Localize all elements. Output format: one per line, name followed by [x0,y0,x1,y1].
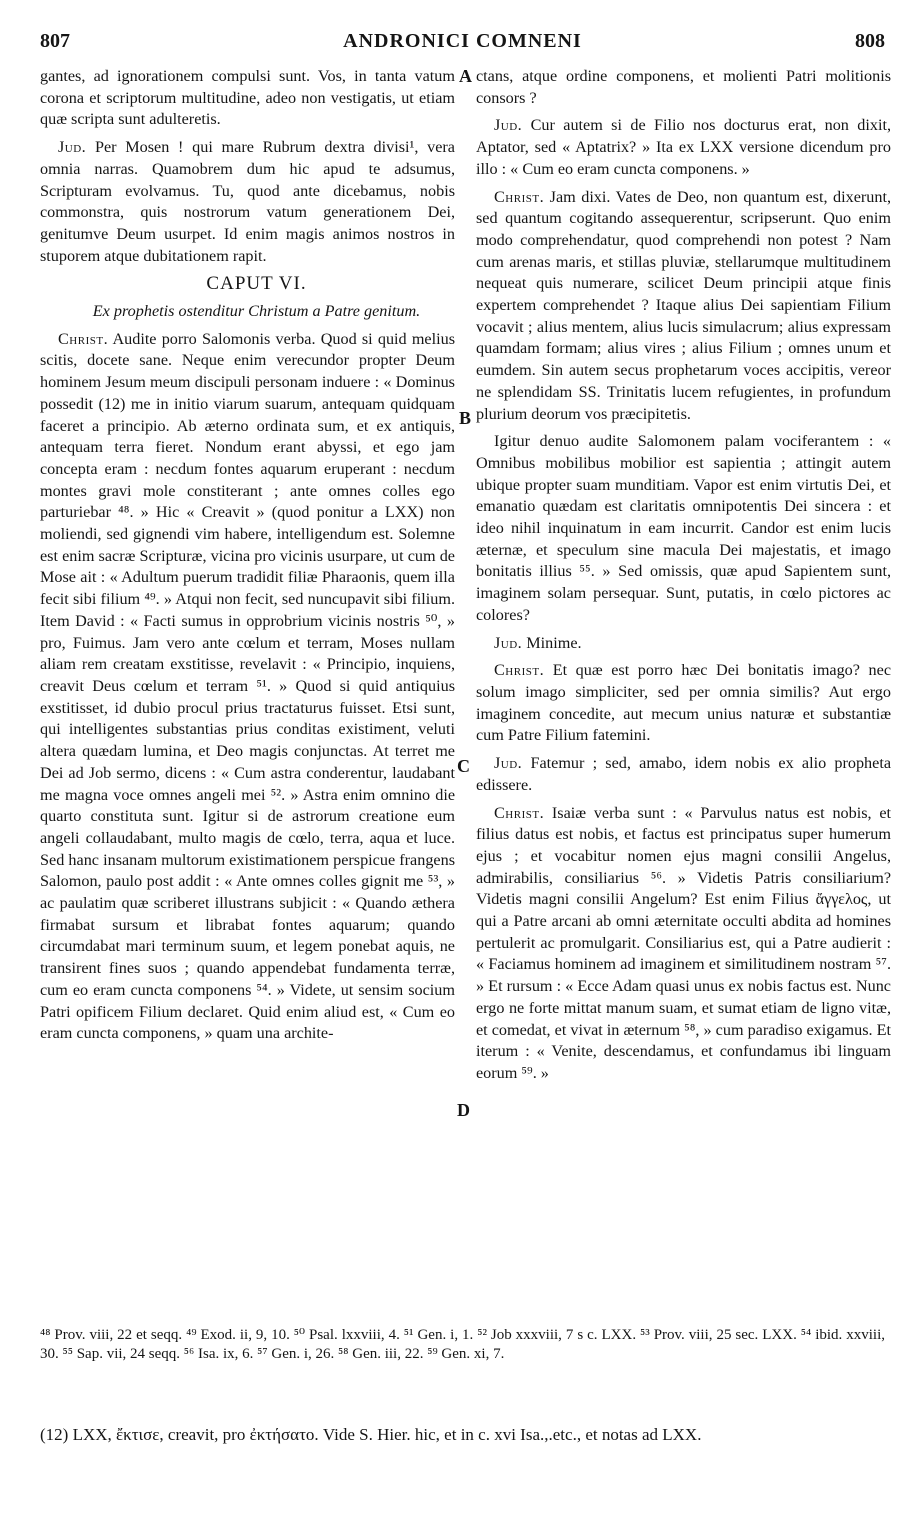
paragraph: Igitur denuo audite Salomonem palam vociferantem : « Omnibus mobilibus mobilior est sapientia ; attingit autem ubique propter suam munditiam. Vapor est enim virtutis Dei, et emanatio quædam est claritatis omnipotentis Dei sincera : et ideo nihil inquinatum in eam incurrit. Candor est enim lucis æternæ, et speculum sine macula Dei majestatis, et imago bonitatis illius ⁵⁵. » Sed omissis, quæ apud Sapientem sunt, imaginem solam persequar. Sunt, putatis, in cœlo pictores ac colores? [476,432,891,624]
footnotes: ⁴⁸ Prov. viii, 22 et seqq. ⁴⁹ Exod. ii, 9, 10. ⁵⁰ Psal. lxxviii, 4. ⁵¹ Gen. i, 1. ⁵² Job xxxviii, 7 s c. LXX. ⁵³ Prov. viii, 25 sec. LXX. ⁵⁴ ibid. xxviii, 30. ⁵⁵ Sap. vii, 24 seqq. ⁵⁶ Isa. ix, 6. ⁵⁷ Gen. i, 26. ⁵⁸ Gen. iii, 22. ⁵⁹ Gen. xi, 7. [40,1327,885,1362]
page-number-right: 808 [854,30,885,52]
paragraph-text: Fatemur ; sed, amabo, idem nobis ex alio propheta edissere. [476,754,891,794]
speaker-label: Jud. [494,633,523,652]
speaker-label: Jud. [494,754,523,773]
margin-marker-b: B [459,408,472,428]
paragraph-text: Isaiæ verba sunt : « Parvulus natus est nobis, et filius datus est nobis, et factus est principatus super humerum ejus ; et vocabitur nomen ejus magni consilii Angelus, admirabilis, consiliarius ⁵⁶. » Videtis Patris consiliarium? Videtis magni consilii Angelum? Est enim Filius ἄγγελος, ut qui a Patre arcani ab omni æternitate occulti abdita ad homines pertulerit ac promulgarit. Consiliarius est, qui a Patre audierit : « Faciamus hominem ad imaginem et similitudinem nostram ⁵⁷. » Et rursum : « Ecce Adam quasi unus ex nobis factus est. Nunc ergo ne forte mittat manum suam, et sumat etiam de ligno vitæ, et comedat, et vivat in æternum ⁵⁸, » cum paradiso exigamus. Et iterum : « Venite, descendamus, et confundamus ibi linguam eorum ⁵⁹. » [476,803,892,1082]
paragraph-text: Cur autem si de Filio nos docturus erat, non dixit, Aptator, sed « Aptatrix? » Ita ex LXX versione dicendum pro illo : « Cum eo eram cuncta componens. » [476,116,892,178]
paragraph-text: Audite porro Salomonis verba. Quod si quid melius scitis, docete sane. Neque enim verecundor propter Deum hominem Jesum meum discipuli personam induere : « Dominus possedit (12) me in initio viarum suarum, antequam quidquam faceret a principio. Ab æterno ordinata sum, et ex antiquis, antequam terra fieret. Nondum erant abyssi, et ego jam concepta eram : necdum fontes aquarum eruperant : necdum montes gravi mole constiterant ; ante omnes colles ego parturiebar ⁴⁸. » Hic « Creavit » (quod ponitur a LXX) non moliendi, sed gignendi vim habere, intelligendum est. Solemne est enim sacræ Scripturæ, vicina pro vicinis usurpare, ut cum de Mose ait : « Adultum puerum tradidit filiæ Pharaonis, quem illa fecit sibi filium ⁴⁹. » Atqui non fecit, sed nuncupavit sibi filium. Item David : « Facti sumus in opprobrium vicinis nostris ⁵⁰, » pro, Fuimus. Jam vero ante cœlum et terram, Moses nullam aliam rem creatam exstitisse, revelavit : « Principio, inquiens, creavit Deus cœlum et terram ⁵¹. » Quod si quid antiquius exstitisset, id dubio procul prius tractaturus fuisset. Etsi sunt, qui intelligentes substantias prius conditas existiment, veluti altera quædam lumina, et Deo magis conjunctas. At terret me Dei ad Job sermo, dicens : « Cum astra conderentur, laudabant me magna voce omnes angeli mei ⁵². » Astra enim omnino die quarto constituta sunt. Igitur si de astrorum creatione eum angeli collaudabant, multo magis de cœlo, terra, aqua et luce. Sed hanc insanam multorum existimationem perspicue frangens Salomon, paulo post addit : « Ante omnes colles gignit me ⁵³, » ac paulatim quæ scriberet illustrans subjicit : « Quando æthera firmabat sursum et librabat fontes aquarum; quando circumdabat mari terminum suum, et legem ponebat aquis, ne transirent fines suos ; quando appendebat fundamenta terræ, cum eo eram cuncta componens ⁵⁴. » Videte, ut sensim socium Patri opificem Filium declaret. Quid enim aliud est, « Cum eo eram cuncta componens, » quam una archite- [40,329,455,1043]
paragraph-text: Per Mosen ! qui mare Rubrum dextra divisi¹, vera omnia narras. Quamobrem dum hic apud te adsumus, Scripturam evolvamus. Tu, quod ante dicebamus, nobis commonstra, quis nostrorum vatum generationem Dei, genitumve Deum usurpet. Id enim magis animos nostros in stuporem atque dubitationem rapit. [40,138,455,265]
page-header [40,30,885,53]
page-number-left: 807 [40,30,70,52]
right-column [476,66,891,1091]
paragraph [476,115,891,180]
paragraph [476,633,891,655]
speaker-label: Christ. [494,661,545,680]
chapter-subheading: Ex prophetis ostenditur Christum a Patre genitum. [92,302,421,321]
speaker-label: Christ. [58,329,109,348]
paragraph-text: Minime. [526,633,582,652]
paragraph-text: Jam dixi. Vates de Deo, non quantum est, dixerunt, sed quantum cogitando assequerentur, scripserunt. Quo enim modo comprehendatur, quod comprehendi non potest ? Nam cum arenas maris, et stillas pluviæ, stellarumque multitudinem nequeat quis numerare, scilicet Deum principii atque finis expertem comprehendet ? Itaque alius Dei sapientiam Filium vocavit ; alius mentem, alius lucis simulacrum; alius expressam quamdam formam; alius vires ; alius Filium ; omnes unum et eumdem. Sin autem secus prophetarum voces accipitis, vereor ne splendidam SS. Trinitatis lucem refugientes, in profundum plurium deorum vos præcipitetis. [476,187,891,423]
paragraph [476,187,891,426]
paragraph [40,329,455,1045]
chapter-heading: CAPUT VI. [206,273,307,295]
paragraph: ctans, atque ordine componens, et molienti Patri molitionis consors ? [476,67,891,107]
paragraph: gantes, ad ignorationem compulsi sunt. Vos, in tanta vatum corona et scriptorum multitudine, adeo non vestigatis, ut etiam quæ scripta sunt adulteretis. [40,67,455,129]
left-column [40,66,455,1051]
margin-marker-a: A [459,66,472,86]
speaker-label: Christ. [494,187,545,206]
paragraph-text: Et quæ est porro hæc Dei bonitatis imago? nec solum imago simpliciter, sed per omnia similis? Aut ergo imaginem concedite, aut mecum unius naturæ et substantiæ cum Patre Filium fatemini. [476,661,891,745]
running-title: ANDRONICI COMNENI [343,30,582,52]
paragraph [476,753,891,796]
speaker-label: Jud. [494,116,523,135]
margin-marker-c: C [457,756,470,776]
margin-marker-d: D [457,1100,470,1120]
speaker-label: Jud. [58,138,87,157]
speaker-label: Christ. [494,803,545,822]
paragraph [40,137,455,267]
paragraph [476,803,891,1085]
editor-note: (12) LXX, ἔκτισε, creavit, pro ἐκτήσατο. Vide S. Hier. hic, et in c. xvi Isa.,.etc., et notas ad LXX. [40,1425,702,1444]
paragraph [476,660,891,747]
